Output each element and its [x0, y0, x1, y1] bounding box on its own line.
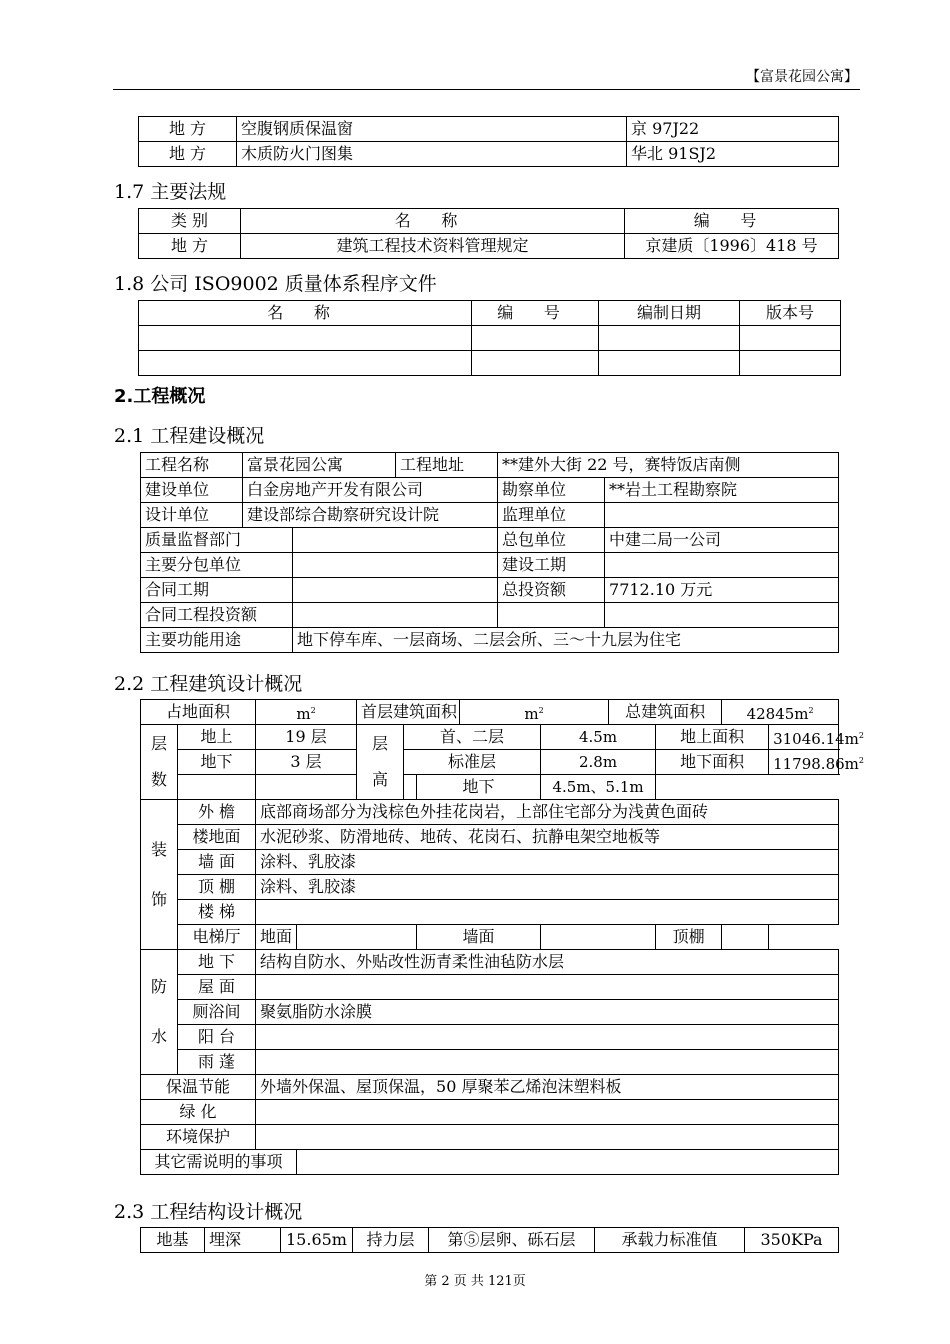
value-wp-underground: 结构自防水、外贴改性沥青柔性油毡防水层 — [256, 950, 839, 975]
label-first-floor-area: 首层建筑面积 — [357, 700, 460, 725]
table-row — [141, 1150, 839, 1175]
value-wall: 涂料、乳胶漆 — [256, 850, 839, 875]
label-floor-height: 层高 — [357, 725, 404, 800]
section-heading-1-7: 1.7 主要法规 — [114, 181, 227, 203]
label-stairs: 楼 梯 — [178, 900, 256, 925]
architectural-design-table — [140, 699, 864, 1175]
label-construction-period: 建设工期 — [498, 553, 605, 578]
label-quality-supervision: 质量监督部门 — [141, 528, 293, 553]
table-row — [139, 234, 839, 259]
value-ceiling: 涂料、乳胶漆 — [256, 875, 839, 900]
label-bearing-layer: 持力层 — [353, 1228, 429, 1253]
table-row — [141, 1000, 839, 1025]
label-lobby-wall: 墙面 — [417, 925, 541, 950]
value-site-area: $m^2$ — [256, 700, 357, 725]
value-height-below: 4.5m、5.1m — [541, 775, 656, 800]
value-wp-roof — [256, 975, 839, 1000]
value-total-investment: 7712.10 万元 — [605, 578, 839, 603]
label-general-contractor: 总包单位 — [498, 528, 605, 553]
value-project-name: 富景花园公寓 — [243, 453, 396, 478]
label-floors-above: 地上 — [178, 725, 256, 750]
label-eaves: 外 檐 — [178, 800, 256, 825]
value-area-below: $11798.86m^2$ — [769, 750, 839, 775]
label-supervisor: 监理单位 — [498, 503, 605, 528]
label-elevator-lobby: 电梯厅 — [178, 925, 256, 950]
table-row — [141, 553, 839, 578]
value-survey: **岩土工程勘察院 — [605, 478, 839, 503]
label-wp-toilet: 厕浴间 — [178, 1000, 256, 1025]
value-eaves: 底部商场部分为浅棕色外挂花岗岩，上部住宅部分为浅黄色面砖 — [256, 800, 839, 825]
table-row — [141, 1100, 839, 1125]
value-main-use: 地下停车库、一层商场、二层会所、三～十九层为住宅 — [293, 628, 839, 653]
std-code: 华北 91SJ2 — [627, 142, 839, 167]
table-row — [141, 1025, 839, 1050]
table-row — [141, 875, 839, 900]
table-row — [141, 528, 839, 553]
reg-cat: 地 方 — [139, 234, 241, 259]
iso-docs-table — [138, 300, 841, 376]
section-heading-2-2: 2.2 工程建筑设计概况 — [114, 673, 303, 695]
value-floors-below: 3 层 — [256, 750, 357, 775]
label-wp-underground: 地 下 — [178, 950, 256, 975]
label-contract-period: 合同工期 — [141, 578, 293, 603]
value-construction-period — [605, 553, 839, 578]
value-height-standard: 2.8m — [541, 750, 656, 775]
label-height-standard: 标准层 — [404, 750, 541, 775]
table-row — [141, 603, 839, 628]
label-bearing-capacity: 承载力标准值 — [595, 1228, 745, 1253]
label-floors-below: 地下 — [178, 750, 256, 775]
label-subcontractor: 主要分包单位 — [141, 553, 293, 578]
value-stairs — [256, 900, 839, 925]
std-cat: 地 方 — [139, 117, 237, 142]
label-environment: 环境保护 — [141, 1125, 256, 1150]
value-supervisor — [605, 503, 839, 528]
value-designer: 建设部综合勘察研究设计院 — [243, 503, 498, 528]
label-greening: 绿 化 — [141, 1100, 256, 1125]
value-height-1-2: 4.5m — [541, 725, 656, 750]
table-row — [141, 900, 839, 925]
reg-code: 京建质〔1996〕418 号 — [625, 234, 839, 259]
label-main-use: 主要功能用途 — [141, 628, 293, 653]
value-bearing-layer: 第⑤层卵、砾石层 — [429, 1228, 595, 1253]
section-heading-2: 2.工程概况 — [114, 386, 206, 407]
value-wp-balcony — [256, 1025, 839, 1050]
table-row — [141, 925, 839, 950]
section-heading-2-3: 2.3 工程结构设计概况 — [114, 1201, 303, 1223]
label-burial-depth: 埋深 — [205, 1228, 281, 1253]
value-total-area: $42845m^2$ — [722, 700, 839, 725]
value-owner: 白金房地产开发有限公司 — [243, 478, 498, 503]
label-lobby-floor: 地面 — [256, 925, 297, 950]
value-burial-depth: 15.65m — [281, 1228, 353, 1253]
section-heading-2-1: 2.1 工程建设概况 — [114, 425, 265, 447]
label-lobby-ceiling: 顶棚 — [656, 925, 722, 950]
label-floors: 层数 — [141, 725, 178, 800]
table-row — [139, 351, 841, 376]
value-wp-canopy — [256, 1050, 839, 1075]
std-cat: 地 方 — [139, 142, 237, 167]
std-code: 京 97J22 — [627, 117, 839, 142]
col-header-name: 名 称 — [139, 301, 472, 326]
table-row — [139, 117, 839, 142]
reg-name: 建筑工程技术资料管理规定 — [241, 234, 625, 259]
standards-table — [138, 116, 839, 167]
label-total-investment: 总投资额 — [498, 578, 605, 603]
table-row — [139, 326, 841, 351]
col-header-version: 版本号 — [740, 301, 841, 326]
value-contract-period — [293, 578, 498, 603]
label-project-name: 工程名称 — [141, 453, 243, 478]
value-bearing-capacity: 350KPa — [745, 1228, 839, 1253]
label-project-address: 工程地址 — [396, 453, 498, 478]
col-header-code: 编 号 — [472, 301, 599, 326]
table-row — [141, 1050, 839, 1075]
col-header-cat: 类 别 — [139, 209, 241, 234]
value-general-contractor: 中建二局一公司 — [605, 528, 839, 553]
table-row — [141, 478, 839, 503]
label-wp-roof: 屋 面 — [178, 975, 256, 1000]
value-flooring: 水泥砂浆、防滑地砖、地砖、花岗石、抗静电架空地板等 — [256, 825, 839, 850]
label-wp-canopy: 雨 蓬 — [178, 1050, 256, 1075]
table-row — [141, 725, 839, 750]
label-designer: 设计单位 — [141, 503, 243, 528]
label-waterproofing: 防水 — [141, 950, 178, 1075]
table-row — [141, 628, 839, 653]
std-name: 木质防火门图集 — [237, 142, 627, 167]
table-row — [139, 142, 839, 167]
table-row — [141, 1125, 839, 1150]
value-insulation: 外墙外保温、屋顶保温，50 厚聚苯乙烯泡沫塑料板 — [256, 1075, 839, 1100]
table-row — [141, 950, 839, 975]
table-header-row — [139, 301, 841, 326]
label-wall: 墙 面 — [178, 850, 256, 875]
table-row — [141, 700, 839, 725]
label-area-below: 地下面积 — [656, 750, 769, 775]
value-quality-supervision — [293, 528, 498, 553]
table-row — [141, 850, 839, 875]
section-heading-1-8: 1.8 公司 ISO9002 质量体系程序文件 — [114, 273, 437, 295]
value-other-notes — [297, 1150, 839, 1175]
value-area-above: $31046.14m^2$ — [769, 725, 839, 750]
label-wp-balcony: 阳 台 — [178, 1025, 256, 1050]
table-row — [141, 453, 839, 478]
table-row — [141, 775, 839, 800]
header-rule — [113, 89, 860, 90]
label-contract-investment: 合同工程投资额 — [141, 603, 293, 628]
label-area-above: 地上面积 — [656, 725, 769, 750]
label-total-area: 总建筑面积 — [609, 700, 722, 725]
page-header: 【富景花园公寓】 — [746, 69, 858, 85]
table-row — [141, 503, 839, 528]
table-row — [141, 800, 839, 825]
col-header-code: 编 号 — [625, 209, 839, 234]
label-other-notes: 其它需说明的事项 — [141, 1150, 297, 1175]
label-survey: 勘察单位 — [498, 478, 605, 503]
value-environment — [256, 1125, 839, 1150]
table-header-row — [139, 209, 839, 234]
label-ceiling: 顶 棚 — [178, 875, 256, 900]
table-row — [141, 1228, 839, 1253]
construction-overview-table — [140, 452, 839, 653]
regulations-table — [138, 208, 839, 259]
structural-design-table — [140, 1227, 839, 1253]
value-greening — [256, 1100, 839, 1125]
value-project-address: **建外大街 22 号，赛特饭店南侧 — [498, 453, 839, 478]
label-foundation: 地基 — [141, 1228, 205, 1253]
table-row — [141, 1075, 839, 1100]
col-header-name: 名 称 — [241, 209, 625, 234]
label-flooring: 楼地面 — [178, 825, 256, 850]
value-first-floor-area: $m^2$ — [460, 700, 609, 725]
label-height-1-2: 首、二层 — [404, 725, 541, 750]
value-subcontractor — [293, 553, 498, 578]
value-wp-toilet: 聚氨脂防水涂膜 — [256, 1000, 839, 1025]
label-decoration: 装饰 — [141, 800, 178, 950]
label-site-area: 占地面积 — [141, 700, 256, 725]
label-owner: 建设单位 — [141, 478, 243, 503]
col-header-date: 编制日期 — [599, 301, 740, 326]
table-row — [141, 750, 839, 775]
table-row — [141, 825, 839, 850]
table-row — [141, 975, 839, 1000]
page-footer: 第 2 页 共 121页 — [424, 1274, 526, 1289]
std-name: 空腹钢质保温窗 — [237, 117, 627, 142]
table-row — [141, 578, 839, 603]
value-contract-investment — [293, 603, 498, 628]
label-insulation: 保温节能 — [141, 1075, 256, 1100]
label-height-below: 地下 — [417, 775, 541, 800]
value-floors-above: 19 层 — [256, 725, 357, 750]
